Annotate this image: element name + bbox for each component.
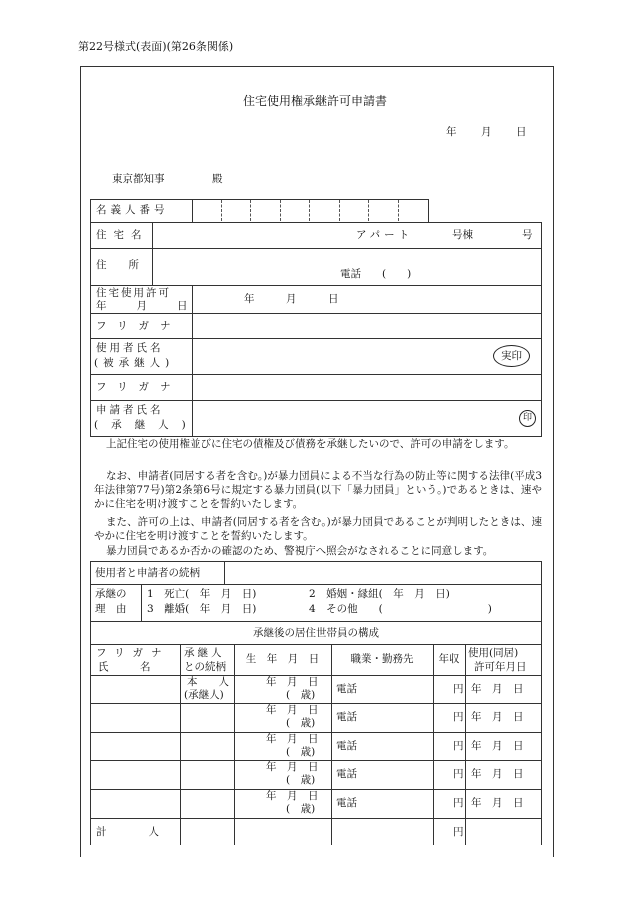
applicant-name-input[interactable] xyxy=(193,401,503,436)
addressee-honorific: 殿 xyxy=(212,173,223,185)
household-name-input[interactable] xyxy=(91,733,180,760)
header-permit-line2: 許可年月日 xyxy=(474,661,527,673)
user-furigana-input[interactable] xyxy=(193,314,541,338)
date-month-label[interactable]: 月 xyxy=(481,126,492,138)
address-phone: 電話 ( ) xyxy=(340,268,412,280)
date-year-label[interactable]: 年 xyxy=(446,126,457,138)
rule xyxy=(90,621,542,622)
permit-date-input[interactable]: 年 月 日 xyxy=(471,797,524,809)
rule xyxy=(90,644,542,645)
birth-age: ( 歳) xyxy=(286,746,316,758)
rule xyxy=(90,222,91,436)
workplace-phone-label: 電話 xyxy=(336,797,357,809)
rule xyxy=(90,199,91,222)
birth-age: ( 歳) xyxy=(286,774,316,786)
user-furigana-label: フリガナ xyxy=(96,320,182,332)
rule xyxy=(428,199,429,222)
applicant-name-label: 申請者氏名 xyxy=(96,404,164,416)
household-name-input[interactable] xyxy=(91,790,180,818)
rule xyxy=(90,285,542,286)
addressee: 東京都知事 xyxy=(112,173,165,185)
statement-paragraph-3: また、許可の上は、申請者(同居する者を含む。)が暴力団員であることが判明したときは、速やかに住宅を明け渡すことを誓約いたします。 xyxy=(94,516,542,542)
relation-input[interactable] xyxy=(181,761,234,789)
applicant-furigana-input[interactable] xyxy=(193,375,541,400)
birth-date-input[interactable]: 年 月 日 xyxy=(266,704,319,716)
reason-option-marriage[interactable]: 2 婚姻・縁組( 年 月 日) xyxy=(309,588,450,600)
permit-date-value[interactable]: 年 月 日 xyxy=(244,293,339,305)
income-yen-label: 円 xyxy=(453,740,464,752)
permit-date-label-line1: 住宅使用許可 xyxy=(96,287,171,299)
header-furigana: フリガナ xyxy=(96,647,170,659)
birth-date-input[interactable]: 年 月 日 xyxy=(266,676,319,688)
first-row-relation-line2: (承継人) xyxy=(184,689,224,701)
header-permit-line1: 使用(同居) xyxy=(468,647,519,659)
header-relation-line2: との続柄 xyxy=(184,661,226,673)
birth-date-input[interactable]: 年 月 日 xyxy=(266,761,319,773)
permit-date-input[interactable]: 年 月 日 xyxy=(471,683,524,695)
header-birthdate: 生 年 月 日 xyxy=(245,653,320,665)
relation-label: 使用者と申請者の続柄 xyxy=(95,567,200,579)
income-yen-label: 円 xyxy=(453,711,464,723)
header-occupation: 職業・勤務先 xyxy=(350,653,414,665)
workplace-phone-label: 電話 xyxy=(336,768,357,780)
form-number: 第22号様式(表面)(第26条関係) xyxy=(78,40,234,53)
statement-paragraph-4: 暴力団員であるか否かの確認のため、警視庁へ照会がなされることに同意します。 xyxy=(106,545,494,557)
date-day-label[interactable]: 日 xyxy=(516,126,527,138)
rule xyxy=(90,818,542,819)
first-row-relation-line1: 本 人 xyxy=(187,676,229,688)
workplace-phone-label: 電話 xyxy=(336,740,357,752)
holder-number-label: 名義人番号 xyxy=(96,204,169,216)
statement-paragraph-1: 上記住宅の使用権並びに住宅の債権及び債務を承継したいので、許可の申請をします。 xyxy=(106,438,515,450)
total-income-yen-label: 円 xyxy=(453,826,464,838)
header-income: 年収 xyxy=(438,653,460,665)
header-name: 氏 名 xyxy=(98,661,151,673)
workplace-phone-label: 電話 xyxy=(336,711,357,723)
applicant-name-sub: (承継人) xyxy=(94,419,199,431)
reason-option-divorce[interactable]: 3 離婚( 年 月 日) xyxy=(147,603,257,615)
apartment-label: アパート xyxy=(356,229,414,241)
rule xyxy=(541,222,542,436)
reason-option-death[interactable]: 1 死亡( 年 月 日) xyxy=(147,588,257,600)
permit-date-label-line2: 年月日 xyxy=(96,300,218,312)
relation-input[interactable] xyxy=(181,704,234,732)
birth-date-input[interactable]: 年 月 日 xyxy=(266,733,319,745)
user-name-input[interactable] xyxy=(193,339,483,374)
holder-number-input[interactable] xyxy=(193,200,427,221)
household-name-input[interactable] xyxy=(91,761,180,789)
housing-name-input[interactable] xyxy=(153,223,541,248)
household-caption: 承継後の居住世帯員の構成 xyxy=(253,627,379,639)
building-number-label: 号棟 xyxy=(452,229,473,241)
income-yen-label: 円 xyxy=(453,683,464,695)
relation-input[interactable] xyxy=(181,790,234,818)
permit-date-input[interactable]: 年 月 日 xyxy=(471,768,524,780)
user-name-label: 使用者氏名 xyxy=(96,342,164,354)
registered-seal-mark: 実印 xyxy=(493,345,530,367)
permit-date-input[interactable]: 年 月 日 xyxy=(471,740,524,752)
total-persons-label: 計 人 xyxy=(96,826,159,838)
applicant-furigana-label: フリガナ xyxy=(96,381,182,393)
workplace-phone-label: 電話 xyxy=(336,683,357,695)
user-name-sub: (被承継人) xyxy=(94,357,175,369)
birth-age: ( 歳) xyxy=(286,717,316,729)
room-number-label: 号 xyxy=(522,229,533,241)
permit-date-input[interactable]: 年 月 日 xyxy=(471,711,524,723)
relation-input[interactable] xyxy=(225,562,541,584)
seal-mark: 印 xyxy=(519,410,536,427)
form-title: 住宅使用権承継許可申請書 xyxy=(242,94,387,108)
reason-label-line1: 承継の xyxy=(95,588,127,600)
rule xyxy=(141,584,142,621)
statement-paragraph-2: なお、申請者(同居する者を含む。)が暴力団員による不当な行為の防止等に関する法律(平成3年法律第77号)第2条第6号に規定する暴力団員(以下「暴力団員」という。)であるときは、速やかに住宅を明け渡すことを誓約いたします。 xyxy=(94,470,542,510)
address-label: 住所 xyxy=(96,259,161,271)
header-relation-line1: 承継人 xyxy=(184,647,225,659)
birth-date-input[interactable]: 年 月 日 xyxy=(266,790,319,802)
income-yen-label: 円 xyxy=(453,768,464,780)
reason-label-line2: 理 由 xyxy=(95,603,127,615)
housing-name-label: 住宅名 xyxy=(96,229,149,241)
reason-option-other[interactable]: 4 その他 ( ) xyxy=(309,603,492,615)
rule xyxy=(90,584,542,585)
birth-age: ( 歳) xyxy=(286,803,316,815)
relation-input[interactable] xyxy=(181,733,234,760)
birth-age: ( 歳) xyxy=(286,689,316,701)
household-name-input[interactable] xyxy=(91,676,180,703)
household-name-input[interactable] xyxy=(91,704,180,732)
income-yen-label: 円 xyxy=(453,797,464,809)
